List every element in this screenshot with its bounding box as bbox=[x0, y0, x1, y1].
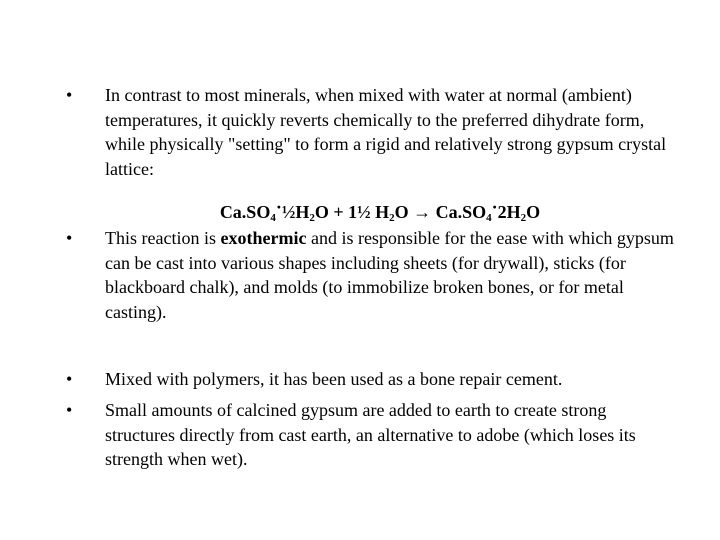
bullet-text-before: This reaction is bbox=[105, 228, 221, 248]
equation-part: 2H bbox=[497, 202, 521, 222]
equation-subscript: 2 bbox=[520, 212, 527, 224]
bullet-item bbox=[66, 367, 680, 392]
bullet-text: Mixed with polymers, it has been used as a bone repair cement. bbox=[105, 369, 563, 389]
bullet-marker: • bbox=[66, 400, 73, 420]
equation-part: · bbox=[275, 197, 282, 217]
equation-subscript: 2 bbox=[309, 212, 315, 224]
bullet-item bbox=[66, 83, 680, 181]
bullet-text: Small amounts of calcined gypsum are added to earth to create strong structures directly from cast earth, an alternative to adobe (which loses its strength when wet). bbox=[105, 400, 636, 469]
equation-part: O + 1½ H bbox=[314, 202, 390, 222]
equation-part: ½H bbox=[281, 202, 310, 222]
chemical-equation bbox=[0, 195, 720, 224]
bullet-item bbox=[66, 398, 680, 472]
equation-part: · bbox=[491, 197, 498, 217]
equation-subscript: 2 bbox=[389, 212, 395, 224]
bullet-text bbox=[105, 226, 680, 324]
equation-subscript: 4 bbox=[270, 212, 276, 224]
bullet-marker: • bbox=[66, 369, 73, 389]
bullet-text-emphasis: exothermic bbox=[220, 228, 307, 248]
equation-subscript: 4 bbox=[486, 212, 492, 224]
bullet-text: In contrast to most minerals, when mixed with water at normal (ambient) temperatures, it quickly reverts chemically to the preferred dihydrate form, while physically "setting" to form a rigid and relatively strong gypsum crystal lattice: bbox=[105, 85, 667, 179]
bullet-item bbox=[66, 226, 680, 324]
equation-part: O → Ca.SO bbox=[394, 202, 487, 222]
bullet-text-after: and is responsible for the ease with which gypsum can be cast into various shapes including sheets (for drywall), sticks (for blackboard chalk), and molds (to immobilize broken bones, or for metal casting). bbox=[105, 228, 674, 322]
bullet-marker: • bbox=[66, 85, 73, 105]
bullet-marker: • bbox=[66, 228, 73, 248]
equation-part: Ca.SO bbox=[219, 202, 271, 222]
equation-part: O bbox=[526, 202, 541, 222]
